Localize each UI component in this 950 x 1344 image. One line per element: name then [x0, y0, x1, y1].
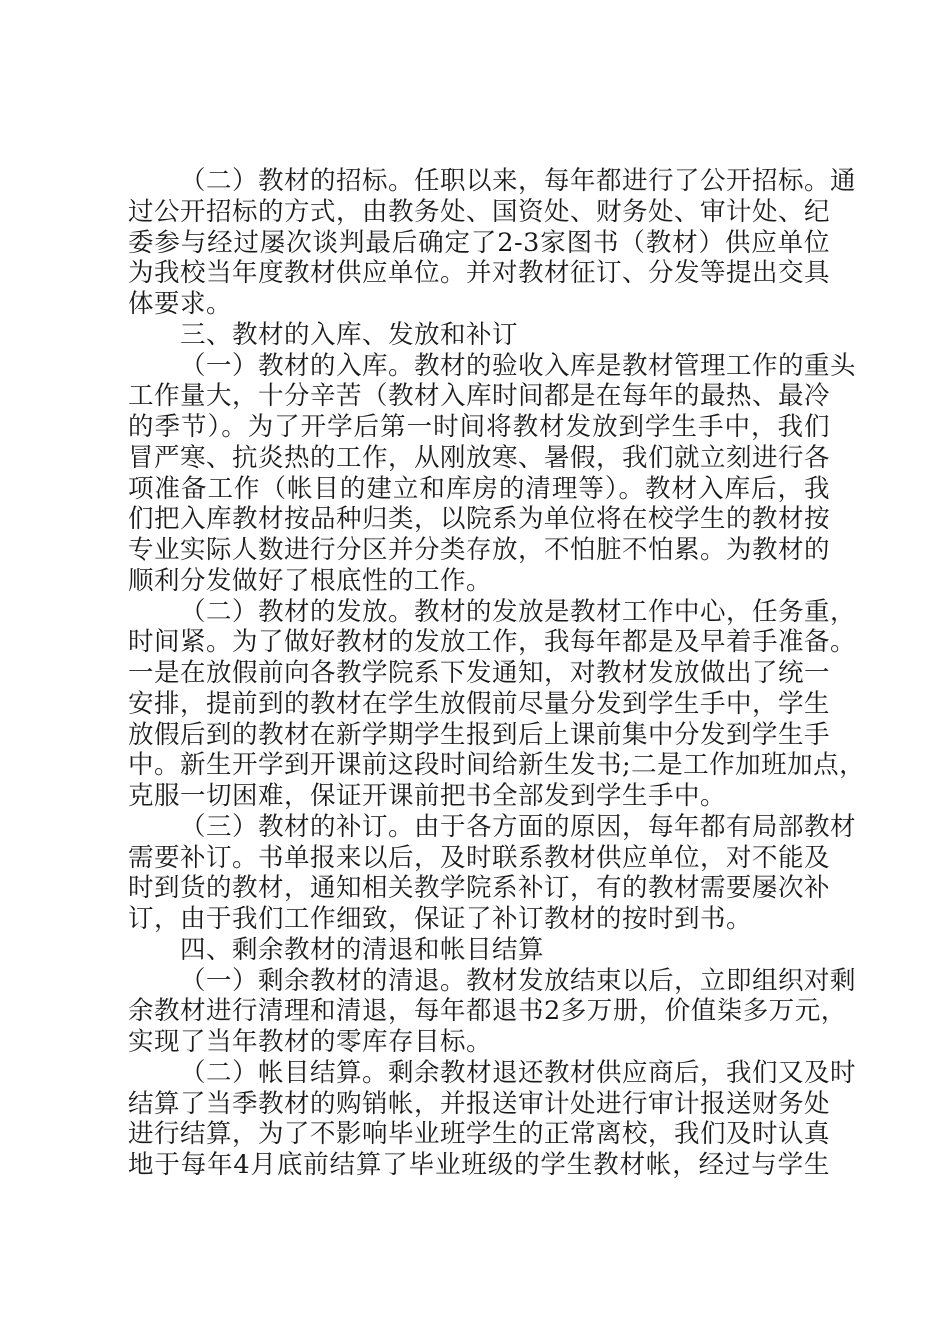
- text-line: 顺利分发做好了根底性的工作。: [128, 565, 493, 596]
- text-line: 中。新生开学到开课前这段时间给新生发书;二是工作加班加点，: [128, 750, 866, 781]
- text-line: 过公开招标的方式，由教务处、国资处、财务处、审计处、纪: [128, 196, 831, 227]
- section-heading: 三、教材的入库、发放和补订: [180, 319, 519, 350]
- text-line: （一）教材的入库。教材的验收入库是教材管理工作的重头: [180, 350, 857, 381]
- text-line: （一）剩余教材的清退。教材发放结束以后，立即组织对剩: [180, 965, 857, 996]
- text-line: 为我校当年度教材供应单位。并对教材征订、分发等提出交具: [128, 258, 831, 289]
- section-heading: 四、剩余教材的清退和帐目结算: [180, 934, 545, 965]
- text-line: 余教材进行清理和清退，每年都退书2多万册，价值柒多万元，: [128, 996, 847, 1027]
- text-line: 时间紧。为了做好教材的发放工作，我每年都是及早着手准备。: [128, 627, 857, 658]
- text-line: 时到货的教材，通知相关教学院系补订，有的教材需要屡次补: [128, 873, 831, 904]
- document-body: [128, 166, 866, 1181]
- text-line: （二）教材的招标。任职以来，每年都进行了公开招标。通: [180, 166, 857, 196]
- text-line: 工作量大，十分辛苦（教材入库时间都是在每年的最热、最冷: [128, 381, 831, 412]
- text-line: 订，由于我们工作细致，保证了补订教材的按时到书。: [128, 904, 753, 934]
- text-line: 需要补订。书单报来以后，及时联系教材供应单位，对不能及: [128, 842, 831, 873]
- text-line: （三）教材的补订。由于各方面的原因，每年都有局部教材: [180, 811, 857, 842]
- text-line: 进行结算，为了不影响毕业班学生的正常离校，我们及时认真: [128, 1119, 831, 1150]
- text-line: 放假后到的教材在新学期学生报到后上课前集中分发到学生手: [128, 719, 831, 750]
- text-line: 安排，提前到的教材在学生放假前尽量分发到学生手中，学生: [128, 688, 831, 719]
- text-line: 的季节）。为了开学后第一时间将教材发放到学生手中，我们: [128, 412, 830, 442]
- text-line: 体要求。: [128, 289, 233, 319]
- text-line: 实现了当年教材的零库存目标。: [128, 1027, 493, 1057]
- text-line: 们把入库教材按品种归类，以院系为单位将在校学生的教材按: [128, 504, 831, 535]
- text-line: 冒严寒、抗炎热的工作，从刚放寒、暑假，我们就立刻进行各: [128, 442, 831, 473]
- text-line: （二）教材的发放。教材的发放是教材工作中心，任务重，: [180, 596, 857, 627]
- text-line: 专业实际人数进行分区并分类存放，不怕脏不怕累。为教材的: [128, 535, 831, 565]
- text-line: 地于每年4月底前结算了毕业班级的学生教材帐，经过与学生: [128, 1150, 830, 1180]
- text-line: 一是在放假前向各教学院系下发通知，对教材发放做出了统一: [128, 658, 831, 688]
- text-line: （二）帐目结算。剩余教材退还教材供应商后，我们又及时: [180, 1057, 857, 1088]
- text-line: 委参与经过屡次谈判最后确定了2-3家图书（教材）供应单位: [128, 227, 830, 258]
- text-line: 项准备工作（帐目的建立和库房的清理等）。教材入库后，我: [128, 473, 830, 504]
- document-page: [128, 166, 866, 1181]
- text-line: 结算了当季教材的购销帐，并报送审计处进行审计报送财务处: [128, 1088, 831, 1119]
- text-line: 克服一切困难，保证开课前把书全部发到学生手中。: [128, 781, 727, 811]
